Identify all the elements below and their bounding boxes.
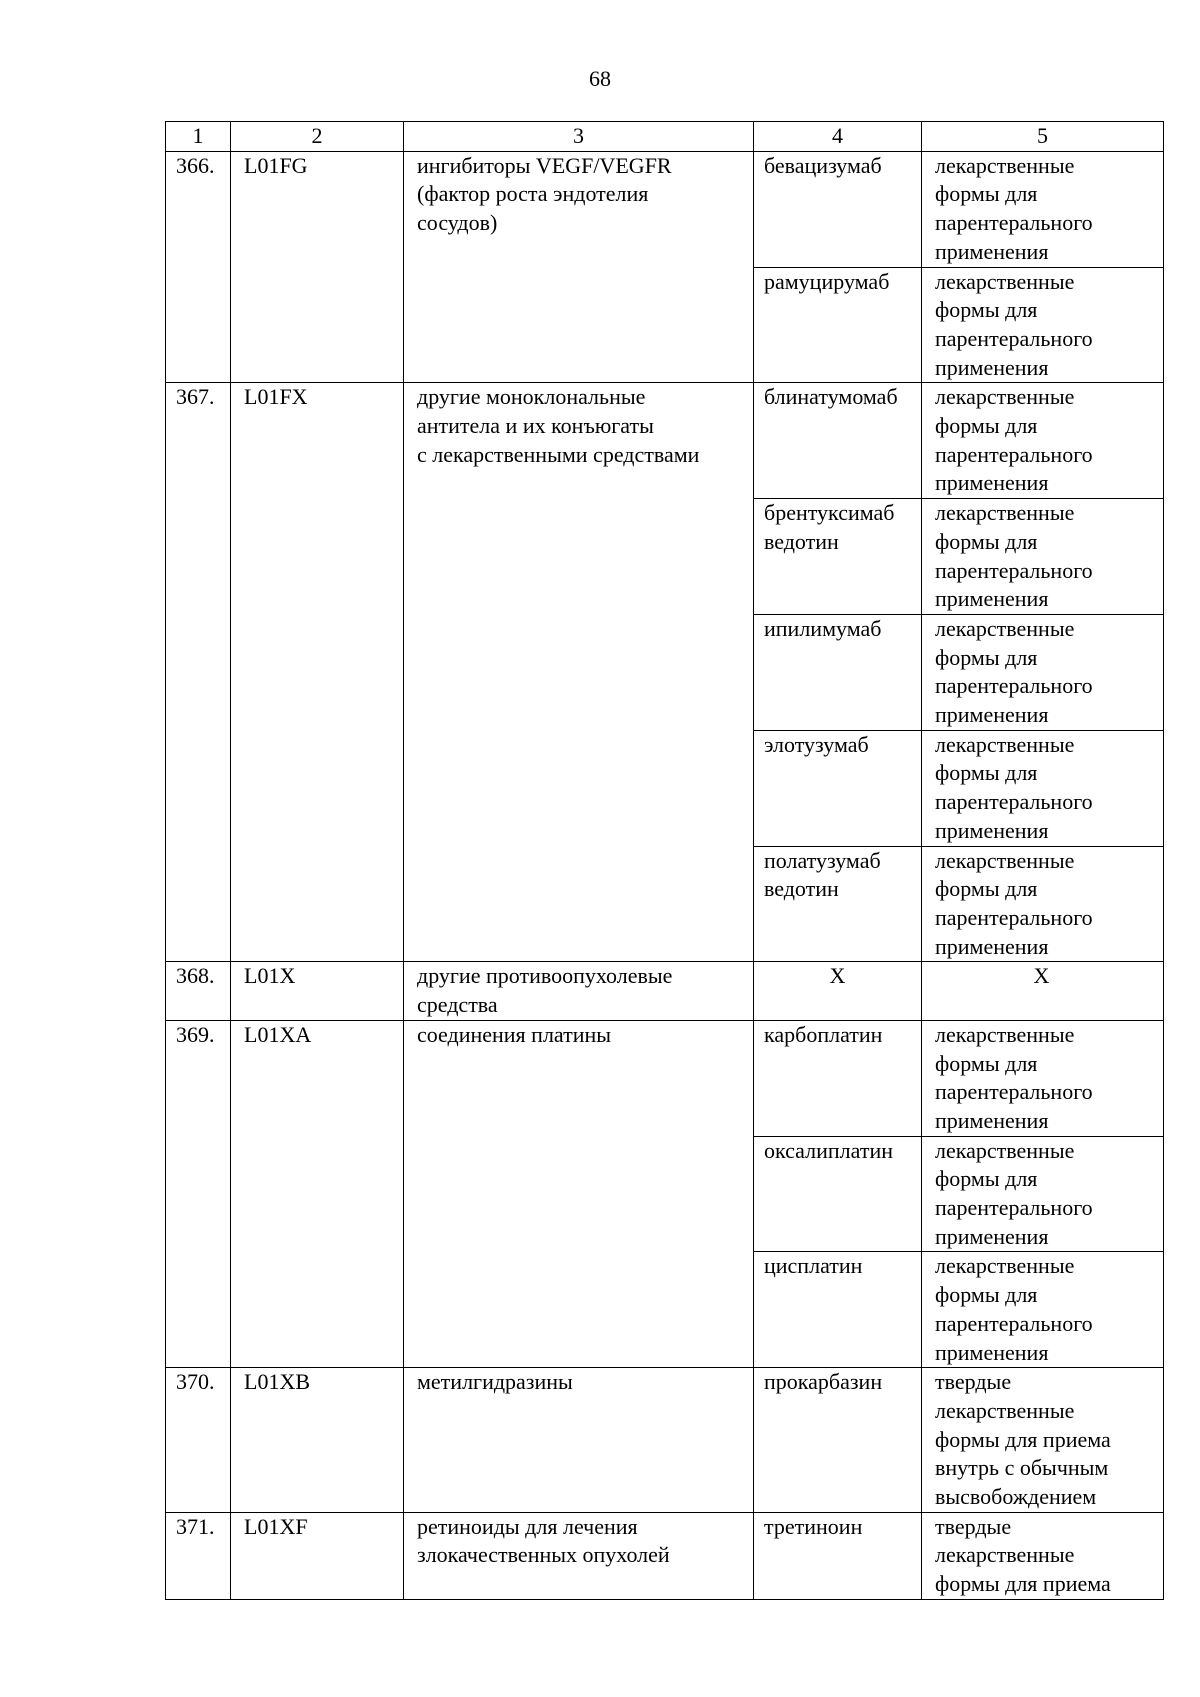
dosage-form-cell <box>922 1252 1164 1368</box>
group-name-cell <box>404 151 754 383</box>
table-row <box>166 962 1164 1020</box>
dosage-form-cell-text: твердые лекарственные формы для приема <box>935 1513 1111 1597</box>
drug-name-cell <box>754 1368 922 1513</box>
dosage-form-cell-text: лекарственные формы для парентерального применения <box>935 500 1093 612</box>
dosage-form-cell-text: лекарственные формы для парентерального применения <box>935 847 1093 959</box>
drug-name-cell <box>754 614 922 730</box>
atc-code-cell-text: L01X <box>244 963 296 989</box>
drug-name-cell <box>754 1136 922 1252</box>
group-name-cell <box>404 1512 754 1599</box>
row-number-cell-text: 367. <box>176 384 215 410</box>
drug-name-cell <box>754 1512 922 1599</box>
dosage-form-cell-text: Х <box>1033 963 1050 989</box>
dosage-form-cell <box>922 1136 1164 1252</box>
row-number-cell <box>166 1512 231 1599</box>
drug-name-cell-text: полатузумаб ведотин <box>764 847 881 902</box>
drug-name-cell-text: цисплатин <box>764 1253 863 1279</box>
drug-name-cell <box>754 151 922 267</box>
dosage-form-cell <box>922 151 1164 267</box>
dosage-form-cell-text: твердые лекарственные формы для приема внутрь с обычным высвобождением <box>935 1369 1111 1510</box>
atc-code-cell-text: L01FG <box>244 152 308 178</box>
dosage-form-cell-text: лекарственные формы для парентерального применения <box>935 1137 1093 1249</box>
drug-name-cell <box>754 267 922 383</box>
group-name-cell <box>404 1368 754 1513</box>
table-row <box>166 1020 1164 1136</box>
header-row <box>166 122 1164 152</box>
atc-code-cell-text: L01XF <box>244 1513 308 1539</box>
dosage-form-cell-text: лекарственные формы для парентерального применения <box>935 152 1093 264</box>
drug-name-cell <box>754 846 922 962</box>
atc-code-cell <box>231 1020 404 1367</box>
drug-name-cell-text: бевацизумаб <box>764 152 882 178</box>
dosage-form-cell <box>922 1512 1164 1599</box>
group-name-cell-text: метилгидразины <box>417 1369 573 1395</box>
atc-code-cell <box>231 383 404 962</box>
drug-name-cell <box>754 1252 922 1368</box>
group-name-cell-text: другие противоопухолевые средства <box>417 963 673 1018</box>
table-row <box>166 1368 1164 1513</box>
atc-code-cell <box>231 962 404 1020</box>
atc-code-cell-text: L01XB <box>244 1369 310 1395</box>
row-number-cell-text: 371. <box>176 1513 215 1539</box>
dosage-form-cell-text: лекарственные формы для парентерального применения <box>935 731 1093 843</box>
drug-name-cell-text: блинатумомаб <box>764 384 898 410</box>
dosage-form-cell <box>922 962 1164 1020</box>
drug-name-cell <box>754 1020 922 1136</box>
group-name-cell-text: ингибиторы VEGF/VEGFR (фактор роста эндотелия сосудов) <box>417 152 672 236</box>
atc-code-cell <box>231 151 404 383</box>
column-header-2: 2 <box>231 122 404 152</box>
column-header-5: 5 <box>922 122 1164 152</box>
dosage-form-cell-text: лекарственные формы для парентерального применения <box>935 1253 1093 1365</box>
atc-code-cell <box>231 1512 404 1599</box>
drug-name-cell-text: третиноин <box>764 1513 863 1539</box>
row-number-cell-text: 370. <box>176 1369 215 1395</box>
row-number-cell <box>166 1368 231 1513</box>
dosage-form-cell <box>922 383 1164 499</box>
dosage-form-cell <box>922 614 1164 730</box>
column-header-4: 4 <box>754 122 922 152</box>
drug-table <box>165 121 1164 1600</box>
row-number-cell <box>166 151 231 383</box>
drug-name-cell-text: элотузумаб <box>764 731 869 757</box>
group-name-cell <box>404 1020 754 1367</box>
page-number: 68 <box>589 66 611 91</box>
table-row <box>166 383 1164 499</box>
drug-name-cell <box>754 383 922 499</box>
atc-code-cell <box>231 1368 404 1513</box>
drug-name-cell-text: брентуксимаб ведотин <box>764 500 895 554</box>
column-header-3: 3 <box>404 122 754 152</box>
dosage-form-cell-text: лекарственные формы для парентерального применения <box>935 268 1093 380</box>
drug-name-cell-text: прокарбазин <box>764 1369 883 1395</box>
column-header-1: 1 <box>166 122 231 152</box>
drug-name-cell-text: карбоплатин <box>764 1021 883 1047</box>
group-name-cell-text: ретиноиды для лечения злокачественных опухолей <box>417 1513 670 1568</box>
dosage-form-cell-text: лекарственные формы для парентерального применения <box>935 1021 1093 1133</box>
group-name-cell-text: соединения платины <box>417 1021 612 1047</box>
dosage-form-cell <box>922 1368 1164 1513</box>
drug-name-cell-text: Х <box>829 963 846 989</box>
atc-code-cell-text: L01FX <box>244 384 308 410</box>
dosage-form-cell-text: лекарственные формы для парентерального применения <box>935 384 1093 496</box>
row-number-cell-text: 368. <box>176 963 215 989</box>
group-name-cell <box>404 962 754 1020</box>
row-number-cell <box>166 1020 231 1367</box>
drug-name-cell <box>754 730 922 846</box>
dosage-form-cell <box>922 846 1164 962</box>
atc-code-cell-text: L01XA <box>244 1021 312 1047</box>
dosage-form-cell <box>922 267 1164 383</box>
row-number-cell-text: 369. <box>176 1021 215 1047</box>
drug-name-cell <box>754 499 922 615</box>
group-name-cell-text: другие моноклональные антитела и их конъюгаты с лекарственными средствами <box>417 384 700 467</box>
row-number-cell <box>166 962 231 1020</box>
drug-name-cell-text: оксалиплатин <box>764 1137 893 1163</box>
table-row <box>166 1512 1164 1599</box>
dosage-form-cell <box>922 499 1164 615</box>
drug-name-cell <box>754 962 922 1020</box>
drug-name-cell-text: рамуцирумаб <box>764 268 890 294</box>
group-name-cell <box>404 383 754 962</box>
row-number-cell <box>166 383 231 962</box>
row-number-cell-text: 366. <box>176 152 215 178</box>
dosage-form-cell <box>922 730 1164 846</box>
dosage-form-cell <box>922 1020 1164 1136</box>
table-body <box>166 151 1164 1599</box>
drug-name-cell-text: ипилимумаб <box>764 615 882 641</box>
table-row <box>166 151 1164 267</box>
dosage-form-cell-text: лекарственные формы для парентерального применения <box>935 615 1093 728</box>
